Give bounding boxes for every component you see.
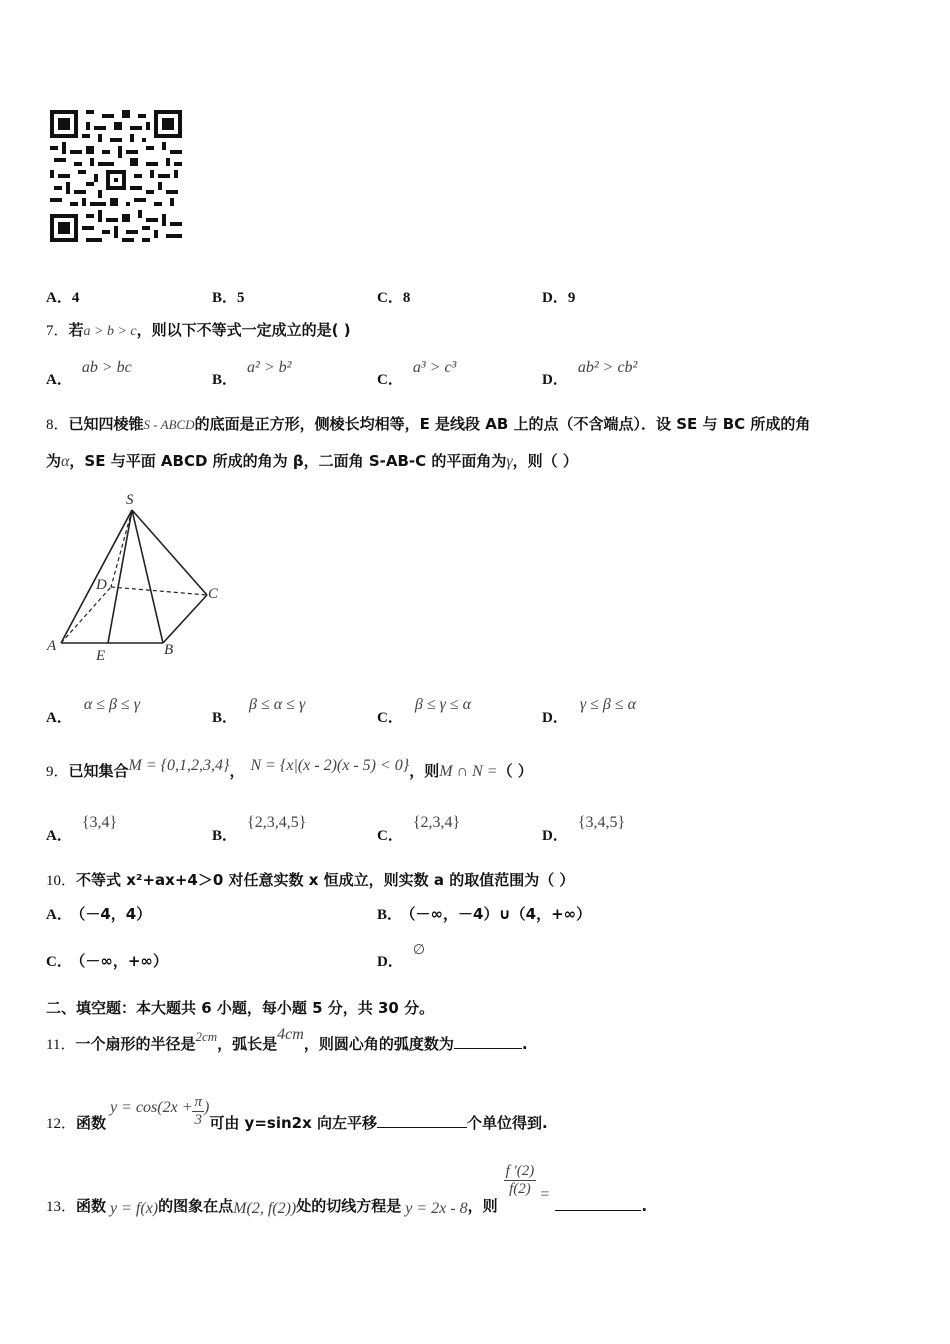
option-letter: C． [377,372,403,388]
option-letter: C． [377,828,403,844]
q9-post: （ ） [497,762,533,780]
q11-stem [46,1026,528,1054]
q10-option-b[interactable] [377,903,591,924]
option-text: 9 [567,290,576,306]
section-title [46,997,434,1018]
q9-set-m: M = {0,1,2,3,4} [128,757,230,774]
q12-pre: 函数 [76,1114,107,1132]
edge-SD [111,510,132,587]
q13-fraction [504,1163,537,1198]
option-letter: A． [46,372,72,388]
question-number: 13． [46,1199,77,1215]
q6-option-d[interactable] [542,286,575,307]
q11-end: . [521,1035,528,1053]
edge-SB [132,510,163,643]
option-math: a³ > c³ [412,359,457,376]
q8-line2-pre: 为 [46,452,62,470]
q7-option-c[interactable] [377,356,457,388]
q13-mid1: 的图象在点 [158,1197,234,1215]
option-letter: B． [212,828,238,844]
option-letter: A． [46,907,72,923]
option-letter: D． [542,290,568,306]
edge-SE [108,510,132,643]
question-number: 9． [46,764,69,780]
q9-stem [46,757,533,781]
q9-set-n: N = {x|(x - 2)(x - 5) < 0} [250,757,410,774]
q9-intersection: M ∩ N = [439,763,498,780]
q8-option-d[interactable] [542,693,637,726]
q13-answer-blank[interactable] [555,1196,641,1211]
option-letter: B． [377,907,403,923]
label-S: S [126,492,134,508]
q8-option-a[interactable] [46,693,141,726]
q11-answer-blank[interactable] [454,1034,522,1049]
edge-BC [163,595,207,643]
q12-stem [46,1090,548,1132]
q13-end: . [641,1197,648,1215]
option-letter: B． [212,710,238,726]
option-math: {2,3,4} [412,814,461,831]
label-C: C [208,586,219,602]
option-math: {3,4,5} [577,814,626,831]
q8-line2-mid: ，SE 与平面 ABCD 所成的角为 β，二面角 S-AB-C 的平面角为 [69,452,507,470]
question-number: 10． [46,873,77,889]
question-number: 12． [46,1116,77,1132]
option-text: 4 [71,290,80,306]
label-B: B [164,642,174,658]
q8-line1-pre: 已知四棱锥 [68,415,144,433]
q9-mid: ，则 [409,762,440,780]
q12-pi: π [194,1094,202,1110]
pyramid-figure [40,486,240,666]
option-math: ab² > cb² [577,359,638,376]
q7-stem [46,319,351,340]
q9-option-c[interactable] [377,811,461,844]
edge-DC [111,587,207,595]
q7-condition: a > b > c [83,324,137,339]
q12-fraction [192,1094,204,1129]
option-text: （－∞，－4）∪（4，+∞） [408,905,592,923]
option-math: β ≤ α ≤ γ [249,696,306,713]
q8-pyramid: S - ABCD [143,417,195,432]
option-letter: B． [212,372,238,388]
q11-post: ，则圆心角的弧度数为 [303,1035,454,1053]
option-letter: A． [46,290,72,306]
option-math: a² > b² [247,359,292,376]
question-number: 11． [46,1037,76,1053]
q13-stem [46,1163,648,1217]
option-math: ∅ [412,943,426,958]
edge-SC [132,510,207,595]
q6-option-b[interactable] [212,286,245,307]
section-2-title: 二、填空题：本大题共 6 小题，每小题 5 分，共 30 分。 [46,999,435,1017]
q7-post: ，则以下不等式一定成立的是( ) [136,321,351,339]
q10-stem [46,869,574,890]
option-letter: B． [212,290,238,306]
q13-frac-top: f ′(2) [505,1163,535,1179]
option-math: β ≤ γ ≤ α [414,696,472,713]
option-math: α ≤ β ≤ γ [83,696,141,713]
option-letter: D． [542,828,568,844]
q12-post: 可由 y=sin2x 向左平移 [209,1114,377,1132]
q10-option-d[interactable] [377,938,426,970]
q13-tangent-line: y = 2x - 8 [405,1200,468,1217]
q13-equals: = [540,1186,550,1203]
q12-close: ) [204,1099,210,1116]
q6-option-c[interactable] [377,286,410,307]
option-letter: C． [377,710,403,726]
q13-frac-bottom: f(2) [509,1181,531,1197]
option-math: {2,3,4,5} [247,814,307,831]
q13-point: M(2, f(2)) [233,1200,297,1217]
q9-option-b[interactable] [212,811,307,844]
q6-option-a[interactable] [46,286,79,307]
q8-line2-post: ，则（ ） [512,452,578,470]
q13-pre: 函数 [76,1197,107,1215]
q11-radius: 2cm [195,1029,218,1044]
q10-option-a[interactable] [46,903,151,924]
q12-three: 3 [194,1112,202,1128]
q8-stem-line2 [46,450,578,471]
q9-pre: 已知集合 [68,762,129,780]
option-text: 8 [402,290,411,306]
q9-comma: ， [229,762,245,780]
option-text: （－4，4） [77,905,152,923]
q8-option-c[interactable] [377,693,472,726]
label-E: E [96,648,106,664]
option-letter: A． [46,710,72,726]
option-letter: D． [542,372,568,388]
option-letter: D． [542,710,568,726]
option-math: ab > bc [81,359,132,376]
q11-mid: ，弧长是 [217,1035,278,1053]
q12-function: y = cos(2x + [110,1099,193,1116]
q7-pre: 若 [68,321,84,339]
q8-gamma: γ [506,453,513,470]
q8-option-b[interactable] [212,693,306,726]
q12-end: 个单位得到. [466,1114,548,1132]
label-A: A [47,638,57,654]
option-text: （－∞，+∞） [77,952,168,970]
question-number: 7． [46,323,69,339]
q7-option-a[interactable] [46,356,132,388]
qr-code-image [50,104,182,248]
q8-line1-post: 的底面是正方形，侧棱长均相等，E 是线段 AB 上的点（不含端点）．设 SE 与 BC 所成的角 [194,415,811,433]
q10-option-c[interactable] [46,950,168,971]
q8-alpha: α [61,453,70,470]
option-letter: C． [377,290,403,306]
q9-option-d[interactable] [542,811,626,844]
q7-option-d[interactable] [542,356,638,388]
q13-function: y = f(x) [110,1200,159,1217]
q10-text: 不等式 x²+ax+4＞0 对任意实数 x 恒成立，则实数 a 的取值范围为（ ） [76,871,575,889]
q8-stem-line1 [46,413,810,434]
label-D: D [96,577,107,593]
q11-arc-length: 4cm [277,1026,304,1043]
option-letter: D． [377,954,403,970]
q12-answer-blank[interactable] [377,1113,467,1128]
q11-pre: 一个扇形的半径是 [75,1035,196,1053]
option-letter: C． [46,954,72,970]
q13-mid2: 处的切线方程是 [296,1197,402,1215]
question-number: 8． [46,417,69,433]
q7-option-b[interactable] [212,356,292,388]
q13-mid3: ，则 [467,1197,498,1215]
option-text: 5 [237,290,245,306]
option-letter: A． [46,828,72,844]
option-math: {3,4} [81,814,118,831]
q9-option-a[interactable] [46,811,118,844]
option-math: γ ≤ β ≤ α [579,696,637,713]
